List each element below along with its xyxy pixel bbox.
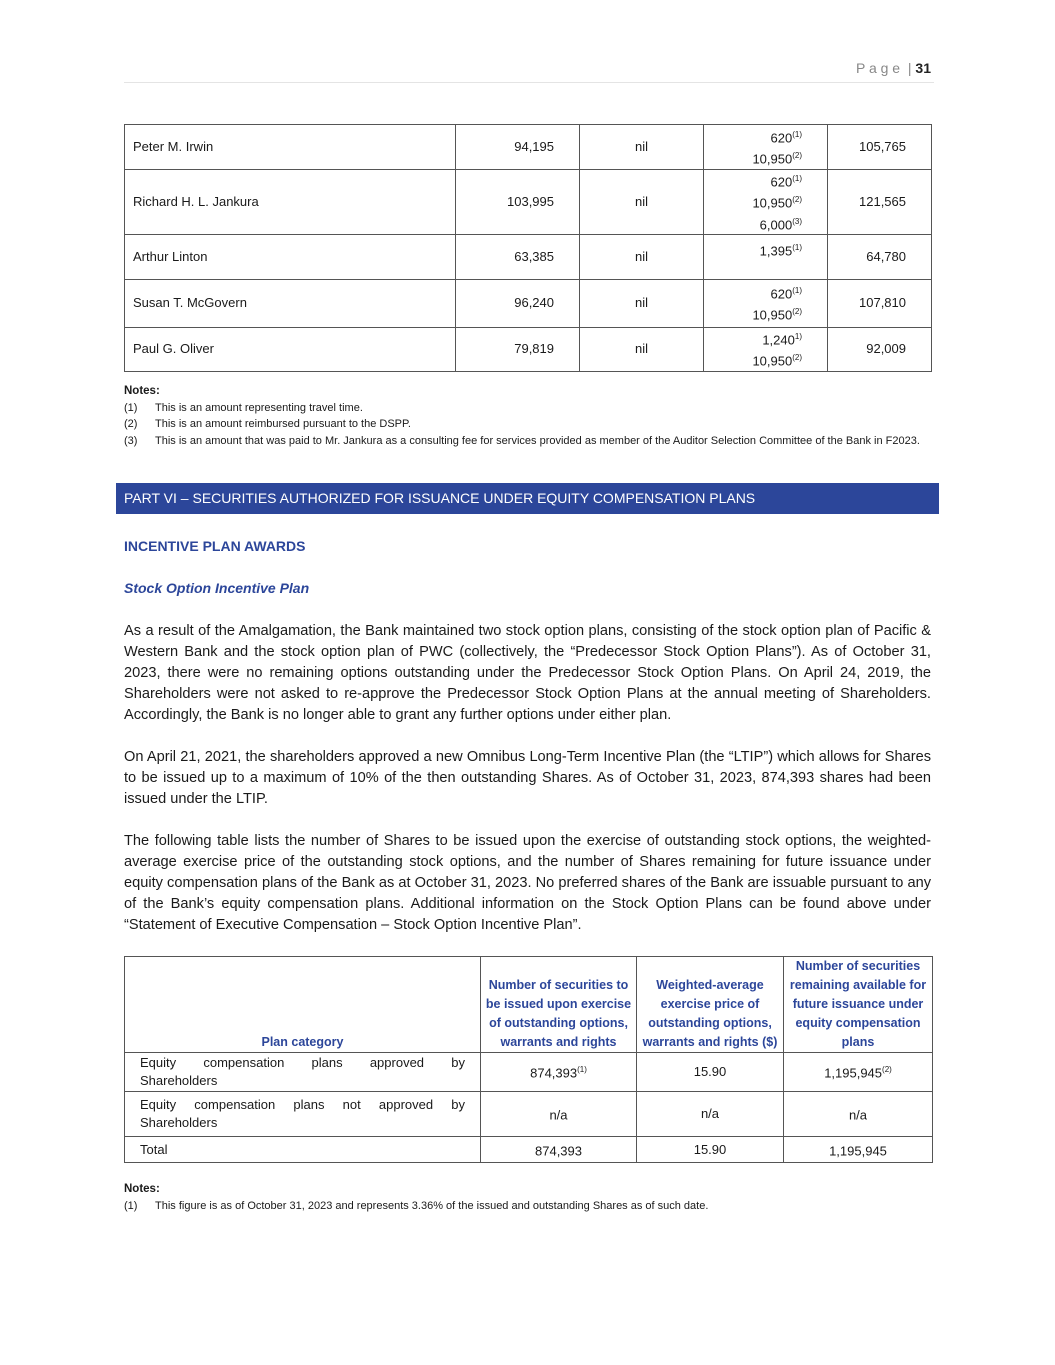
notes-title: Notes: [124,385,160,397]
plan-category-line: Shareholders [140,1073,218,1088]
plan-category-line: Equity compensation plans approved by [140,1055,465,1070]
plan-category-cell [125,1053,481,1092]
share-awards: nil [580,279,704,327]
header-securities-to-issue: Number of securities to be issued upon exercise of outstanding options, warrants and rights [481,957,637,1053]
weighted-price: 15.90 [637,1137,784,1163]
table-row [125,125,932,170]
other-amount: 620 [770,286,793,302]
header-remaining: Number of securities remaining available for future issuance under equity compensation plans [784,957,933,1053]
value: 874,393 [535,1143,582,1159]
section-banner: PART VI – SECURITIES AUTHORIZED FOR ISSUANCE UNDER EQUITY COMPENSATION PLANS [116,483,939,514]
note-text: This figure is as of October 31, 2023 and represents 3.36% of the issued and outstanding Shares as of such date. [155,1199,709,1212]
share-awards: nil [580,234,704,279]
fees-earned: 96,240 [456,279,580,327]
header-divider [124,82,934,83]
page-label: P a g e [855,60,901,76]
other-amount: 6,000 [759,216,793,232]
other-amount: 10,950 [752,353,793,369]
notes-2 [124,1181,931,1214]
other-amount: 620 [770,174,793,190]
total: 105,765 [828,125,932,170]
share-awards: nil [580,170,704,235]
weighted-price: 15.90 [637,1053,784,1092]
note-text: This is an amount that was paid to Mr. Jankura as a consulting fee for services provided as member of the Auditor Selection Committee of the Bank in F2023. [155,434,920,447]
other-compensation [704,234,828,279]
footnote-ref: (2) [792,307,802,317]
plan-category-cell [125,1137,481,1163]
table-row [125,234,932,279]
note-text: This is an amount reimbursed pursuant to the DSPP. [155,418,411,430]
note-item [124,1198,931,1215]
paragraph: The following table lists the number of Shares to be issued upon the exercise of outstanding stock options, the weighted-average exercise price of the outstanding stock options, and the number of Shares remaining for future issuance under equity compensation plans of the Bank as at October 31, 2023. No preferred shares of the Bank are issuable pursuant to any of the Bank’s equity compensation plans. Additional information on the Stock Option Plans can be found above under “Statement of Executive Compensation – Stock Option Incentive Plan”. [124,833,931,933]
other-amount: 1,240 [762,332,795,348]
table-row [125,279,932,327]
page-number: 31 [915,60,931,76]
other-amount: 10,950 [752,151,793,167]
note-number: (3) [124,434,138,447]
director-name: Paul G. Oliver [125,327,456,371]
footnote-ref: (1) [792,242,802,252]
notes-1 [124,383,931,449]
other-compensation [704,125,828,170]
table-row [125,1053,933,1092]
value: 1,195,945 [824,1065,883,1081]
plan-category: Total [140,1141,168,1157]
note-number: (1) [124,401,138,414]
footnote-ref: (1) [792,286,802,296]
note-item [124,433,931,450]
subsection-heading: Stock Option Incentive Plan [124,580,310,596]
plan-category-cell [125,1092,481,1137]
fees-earned: 79,819 [456,327,580,371]
total: 64,780 [828,234,932,279]
paragraph: On April 21, 2021, the shareholders approved a new Omnibus Long-Term Incentive Plan (the “LTIP”) which allows for Shares to be issued up to a maximum of 10% of the then outstanding Shares. As of October 31, 2023, 874,393 shares had been issued under the LTIP. [124,749,931,807]
footnote-ref: (3) [792,216,802,226]
section-heading: INCENTIVE PLAN AWARDS [124,538,306,554]
fees-earned: 94,195 [456,125,580,170]
header-weighted-price: Weighted-average exercise price of outstanding options, warrants and rights ($) [637,957,784,1053]
footnote-ref: 1) [794,332,802,342]
plan-category-line: Equity compensation plans not approved by [140,1097,465,1112]
total: 92,009 [828,327,932,371]
note-item [124,416,931,433]
director-compensation-table [124,124,932,372]
footnote-ref: (1) [792,174,802,183]
securities-to-issue [481,1137,637,1163]
notes-title: Notes: [124,1183,160,1195]
other-amount: 10,950 [752,307,793,323]
other-compensation [704,170,828,235]
value: 1,195,945 [829,1143,887,1159]
other-amount: 620 [770,130,793,145]
footnote-ref: (1) [792,129,802,139]
table-row [125,1137,933,1163]
footnote-ref: (1) [577,1065,587,1075]
header-plan-category: Plan category [125,957,481,1053]
securities-to-issue [481,1092,637,1137]
note-item [124,400,931,417]
other-amount: 1,395 [759,243,793,259]
other-amount: 10,950 [752,195,793,211]
director-name: Arthur Linton [125,234,456,279]
table-row [125,1092,933,1137]
note-number: (1) [124,1199,138,1212]
remaining-securities [784,1092,933,1137]
fees-earned: 63,385 [456,234,580,279]
table-row [125,327,932,371]
footnote-ref: (2) [792,353,802,363]
director-name: Susan T. McGovern [125,279,456,327]
securities-to-issue [481,1053,637,1092]
director-name: Richard H. L. Jankura [125,170,456,235]
value: n/a [549,1107,568,1123]
paragraph: As a result of the Amalgamation, the Bank maintained two stock option plans, consisting of the stock option plan of Pacific & Western Bank and the stock option plan of PWC (collectively, the “Predecessor Stock Option Plans”). As of October 31, 2023, there were no remaining options outstanding under the Predecessor Stock Option Plans. On April 24, 2019, the Shareholders were not asked to re-approve the Predecessor Stock Option Plans at the annual meeting of Shareholders. Accordingly, the Bank is no longer able to grant any further options under either plan. [124,623,931,723]
total: 107,810 [828,279,932,327]
value: n/a [848,1107,868,1123]
value: 874,393 [530,1065,578,1081]
weighted-price: n/a [637,1092,784,1137]
other-compensation [704,327,828,371]
other-compensation [704,279,828,327]
plan-category-line: Shareholders [140,1115,218,1130]
fees-earned: 103,995 [456,170,580,235]
footnote-ref: (2) [792,195,802,205]
share-awards: nil [580,327,704,371]
footnote-ref: (2) [882,1065,892,1075]
footnote-ref: (2) [792,151,802,160]
director-name: Peter M. Irwin [125,125,456,170]
total: 121,565 [828,170,932,235]
equity-plan-table [124,956,933,1163]
note-text: This is an amount representing travel time. [155,401,363,414]
table-row [125,170,932,235]
share-awards: nil [580,125,704,170]
remaining-securities [784,1053,933,1092]
remaining-securities [784,1137,933,1163]
page-header: P a g e | 31 [855,60,931,76]
note-number: (2) [124,418,138,430]
